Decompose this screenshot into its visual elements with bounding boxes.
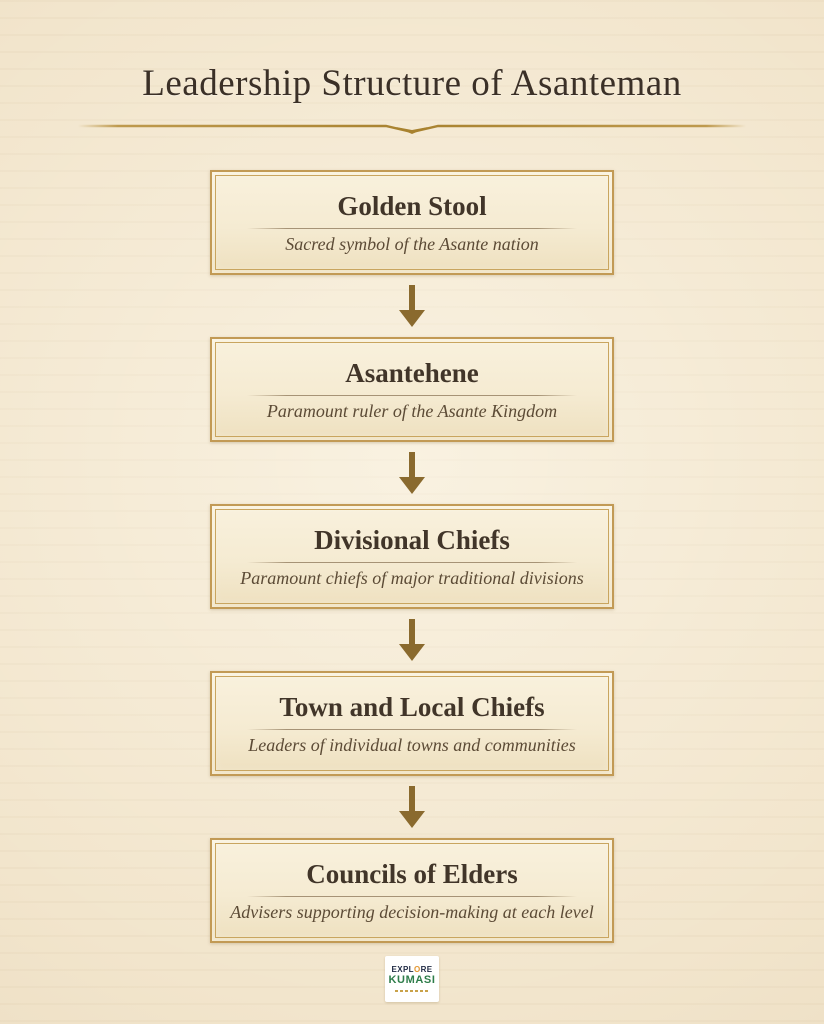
flow-node-inner-frame	[215, 175, 609, 270]
flow-node-inner-frame	[215, 676, 609, 771]
node-divider-line	[247, 395, 577, 396]
node-title: Divisional Chiefs	[314, 524, 510, 555]
page-title: Leadership Structure of Asanteman	[142, 63, 682, 104]
node-divider-line	[247, 896, 577, 897]
node-subtitle: Leaders of individual towns and communities	[248, 735, 576, 756]
flow-node-inner-frame	[215, 843, 609, 938]
node-title: Town and Local Chiefs	[279, 691, 545, 722]
logo-tagline-bar	[395, 990, 429, 992]
down-arrow-icon	[395, 785, 429, 830]
flow-node-councils-of-elders	[210, 838, 614, 943]
node-divider-line	[247, 562, 577, 563]
logo-text-pre: EXPL	[391, 965, 414, 975]
node-divider-line	[247, 228, 577, 229]
node-subtitle: Sacred symbol of the Asante nation	[285, 234, 539, 255]
logo-wordmark-kumasi: KUMASI	[388, 974, 436, 987]
flow-node-town-local-chiefs	[210, 671, 614, 776]
node-subtitle: Advisers supporting decision-making at each level	[230, 902, 594, 923]
leadership-flowchart	[0, 170, 824, 943]
flow-node-divisional-chiefs	[210, 504, 614, 609]
title-divider-ornament	[76, 119, 748, 139]
node-subtitle: Paramount chiefs of major traditional divisions	[240, 568, 584, 589]
flow-node-inner-frame	[215, 509, 609, 604]
down-arrow-icon	[395, 284, 429, 329]
explore-kumasi-logo	[385, 956, 439, 1002]
flow-node-inner-frame	[215, 342, 609, 437]
node-divider-line	[247, 729, 577, 730]
flow-node-asantehene	[210, 337, 614, 442]
node-subtitle: Paramount ruler of the Asante Kingdom	[266, 401, 558, 422]
node-title: Councils of Elders	[306, 858, 518, 889]
logo-text-post: RE	[420, 965, 433, 975]
down-arrow-icon	[395, 451, 429, 496]
logo-sun-o-icon: O	[413, 965, 421, 975]
node-title: Asantehene	[345, 357, 479, 388]
node-title: Golden Stool	[337, 190, 487, 221]
flow-node-golden-stool	[210, 170, 614, 275]
down-arrow-icon	[395, 618, 429, 663]
